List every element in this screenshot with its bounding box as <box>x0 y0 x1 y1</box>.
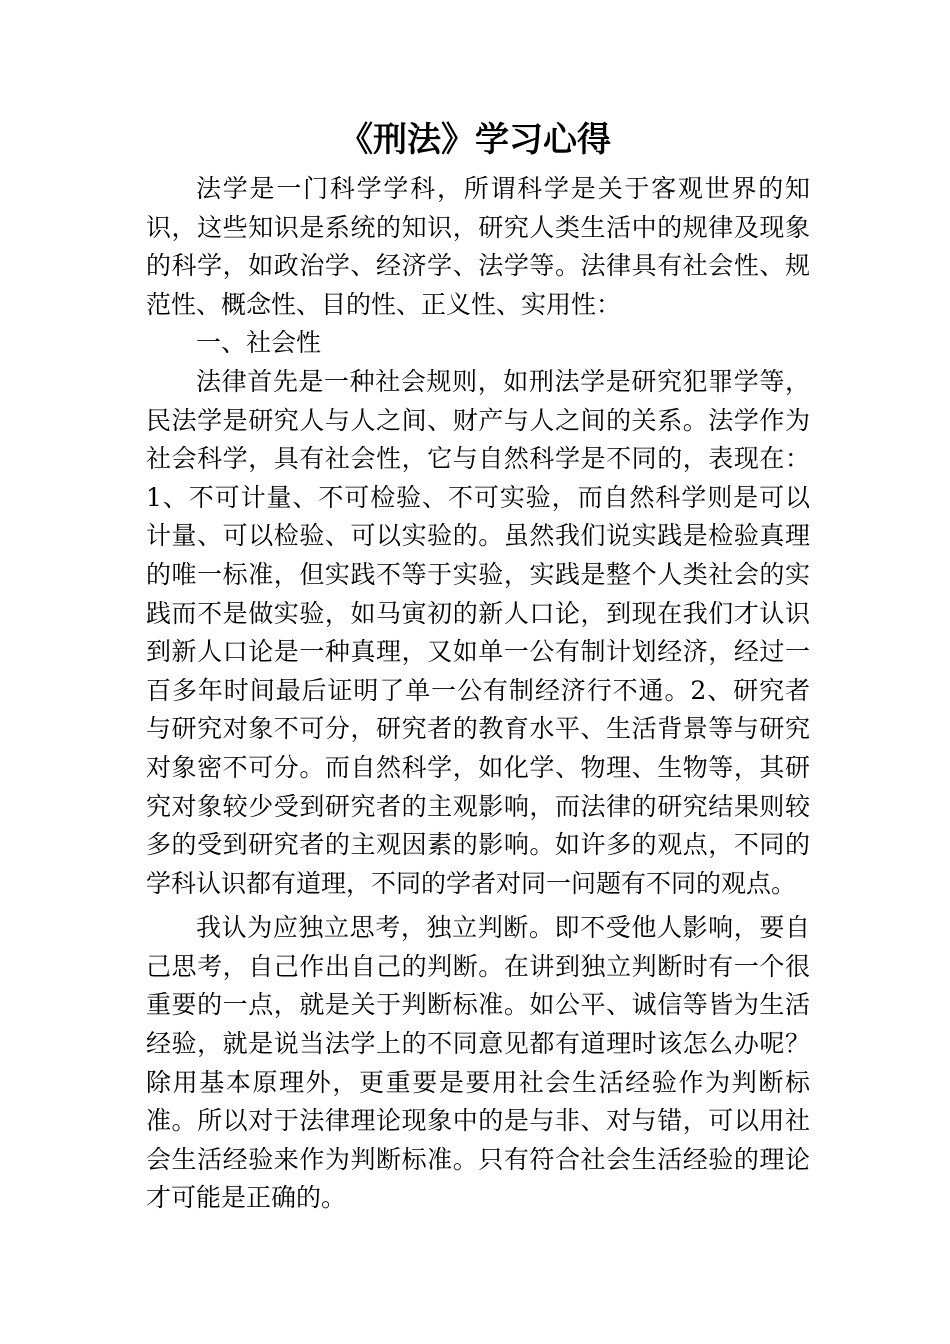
section-heading-social: 一、社会性 <box>196 328 322 358</box>
document-title: 《刑法》学习心得 <box>339 120 611 160</box>
paragraph-social: 法律首先是一种社会规则，如刑法学是研究犯罪学等，民法学是研究人与人之间、财产与人之间的关系。法学作为社会科学，具有社会性，它与自然科学是不同的，表现在：1、不可计量、不可检验、不可实验，而自然科学则是可以计量、可以检验、可以实验的。虽然我们说实践是检验真理的唯一标准，但实践不等于实验，实践是整个人类社会的实践而不是做实验，如马寅初的新人口论，到现在我们才认识到新人口论是一种真理，又如单一公有制计划经济，经过一百多年时间最后证明了单一公有制经济行不通。2、研究者与研究对象不可分，研究者的教育水平、生活背景等与研究对象密不可分。而自然科学，如化学、物理、生物等，其研究对象较少受到研究者的主观影响，而法律的研究结果则较多的受到研究者的主观因素的影响。如许多的观点，不同的学科认识都有道理，不同的学者对同一问题有不同的观点。 <box>146 366 810 898</box>
paragraph-judgment: 我认为应独立思考，独立判断。即不受他人影响，要自己思考，自己作出自己的判断。在讲到独立判断时有一个很重要的一点，就是关于判断标准。如公平、诚信等皆为生活经验，就是说当法学上的不同意见都有道理时该怎么办呢？除用基本原理外，更重要是要用社会生活经验作为判断标准。所以对于法律理论现象中的是与非、对与错，可以用社会生活经验来作为判断标准。只有符合社会生活经验的理论才可能是正确的。 <box>146 913 810 1213</box>
paragraph-intro: 法学是一门科学学科，所谓科学是关于客观世界的知识，这些知识是系统的知识，研究人类生活中的规律及现象的科学，如政治学、经济学、法学等。法律具有社会性、规范性、概念性、目的性、正义性、实用性： <box>146 174 810 319</box>
document-body <box>146 170 810 1218</box>
